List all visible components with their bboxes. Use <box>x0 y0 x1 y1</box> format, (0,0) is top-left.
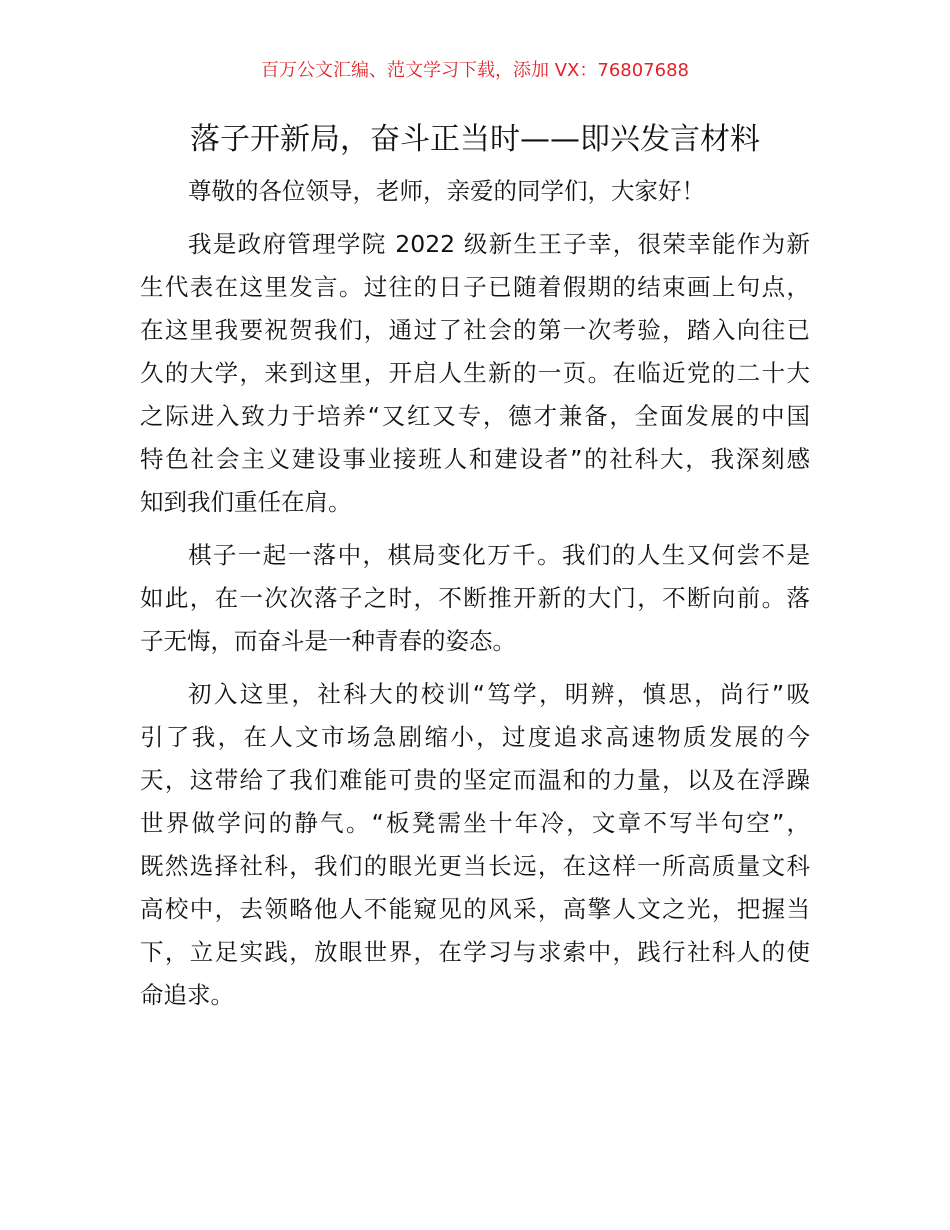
paragraph-line: 如此，在一次次落子之时，不断推开新的大门，不断向前。落 <box>140 584 810 612</box>
paragraph-line: 知到我们重任在肩。 <box>140 488 352 516</box>
paragraph-line: 下，立足实践，放眼世界，在学习与求索中，践行社科人的使 <box>140 938 810 966</box>
document-body <box>140 170 810 1027</box>
paragraph-line: 天，这带给了我们难能可贵的坚定而温和的力量，以及在浮躁 <box>140 766 810 794</box>
paragraph-line: 既然选择社科，我们的眼光更当长远，在这样一所高质量文科 <box>140 852 810 880</box>
paragraph-line: 我是政府管理学院 2022 级新生王子幸，很荣幸能作为新 <box>188 230 810 258</box>
paragraph <box>140 534 810 663</box>
watermark-header: 百万公文汇编、范文学习下载，添加 VX：76807688 <box>261 60 689 81</box>
paragraph <box>140 223 810 524</box>
paragraph-line: 之际进入致力于培养“又红又专，德才兼备，全面发展的中国 <box>140 402 810 430</box>
paragraph-line: 特色社会主义建设事业接班人和建设者”的社科大，我深刻感 <box>140 445 810 473</box>
paragraph-line: 初入这里，社科大的校训“笃学，明辨，慎思，尚行”吸 <box>188 680 810 708</box>
document-title: 落子开新局，奋斗正当时——即兴发言材料 <box>190 122 760 157</box>
paragraph <box>140 673 810 1017</box>
paragraph-line: 引了我，在人文市场急剧缩小，过度追求高速物质发展的今 <box>140 723 810 751</box>
paragraph-line: 世界做学问的静气。“板凳需坐十年冷，文章不写半句空”， <box>140 809 810 837</box>
paragraph-line: 高校中，去领略他人不能窥见的风采，高擎人文之光，把握当 <box>140 895 810 923</box>
paragraph-line: 棋子一起一落中，棋局变化万千。我们的人生又何尝不是 <box>188 541 810 569</box>
paragraph-line: 久的大学，来到这里，开启人生新的一页。在临近党的二十大 <box>140 359 810 387</box>
paragraph-line: 命追求。 <box>140 981 234 1009</box>
paragraph-line: 在这里我要祝贺我们，通过了社会的第一次考验，踏入向往已 <box>140 316 810 344</box>
greeting: 尊敬的各位领导，老师，亲爱的同学们，大家好！ <box>188 177 705 205</box>
paragraph-line: 生代表在这里发言。过往的日子已随着假期的结束画上句点， <box>140 273 810 301</box>
paragraph-line: 子无悔，而奋斗是一种青春的姿态。 <box>140 627 516 655</box>
